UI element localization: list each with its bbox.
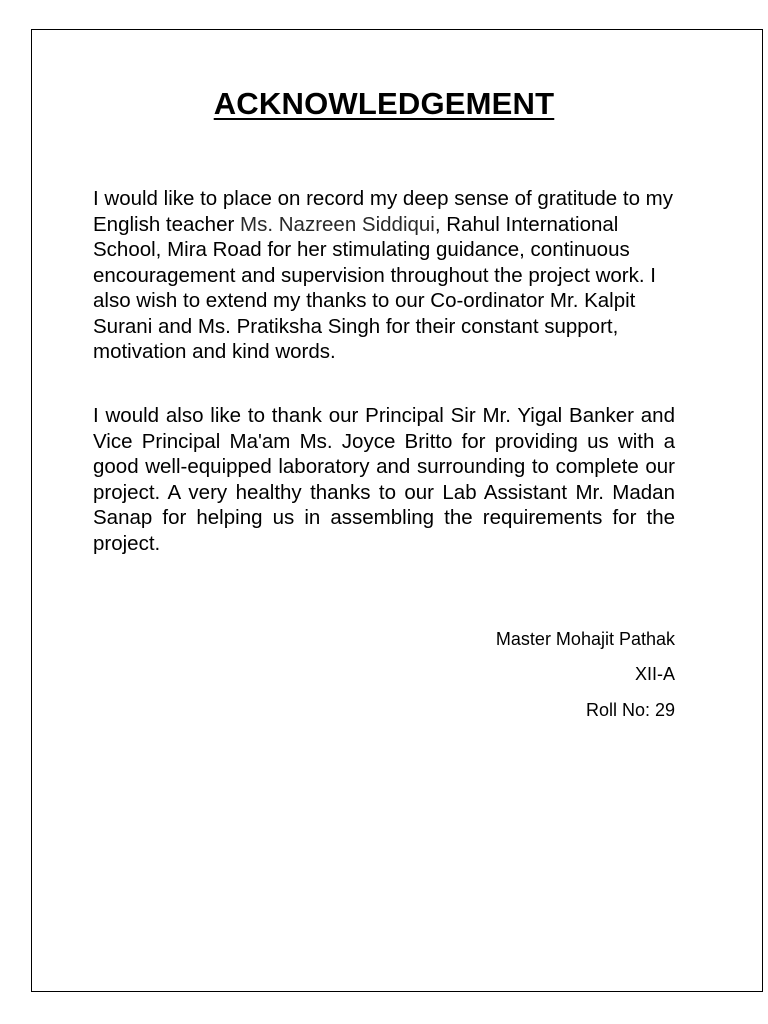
teacher-name: Ms. Nazreen Siddiqui [240,212,435,236]
page-title: ACKNOWLEDGEMENT [213,86,555,121]
paragraph-1-rest: , Rahul International School, Mira Road for her stimulating guidance, continuous encouragement and supervision throughout the project work. I also wish to extend my thanks to our Co-ordinator Mr. Kalpit Surani and Ms. Pratiksha Singh for their constant support, motivation and kind words. [93,212,656,363]
acknowledgement-paragraph-1 [93,186,683,365]
signature-name: Master Mohajit Pathak [495,629,675,649]
signature-roll-number: Roll No: 29 [585,700,675,720]
signature-class: XII-A [634,664,675,684]
acknowledgement-paragraph-2: I would also like to thank our Principal Sir Mr. Yigal Banker and Vice Principal Ma'am Ms. Joyce Britto for providing us with a good well-equipped laboratory and surrounding to complete our project. A very healthy thanks to our Lab Assistant Mr. Madan Sanap for helping us in assembling the requirements for the project. [93,404,675,555]
paragraph-1-intro: I would like to place on record my deep sense of gratitude to my English teacher [93,187,674,236]
